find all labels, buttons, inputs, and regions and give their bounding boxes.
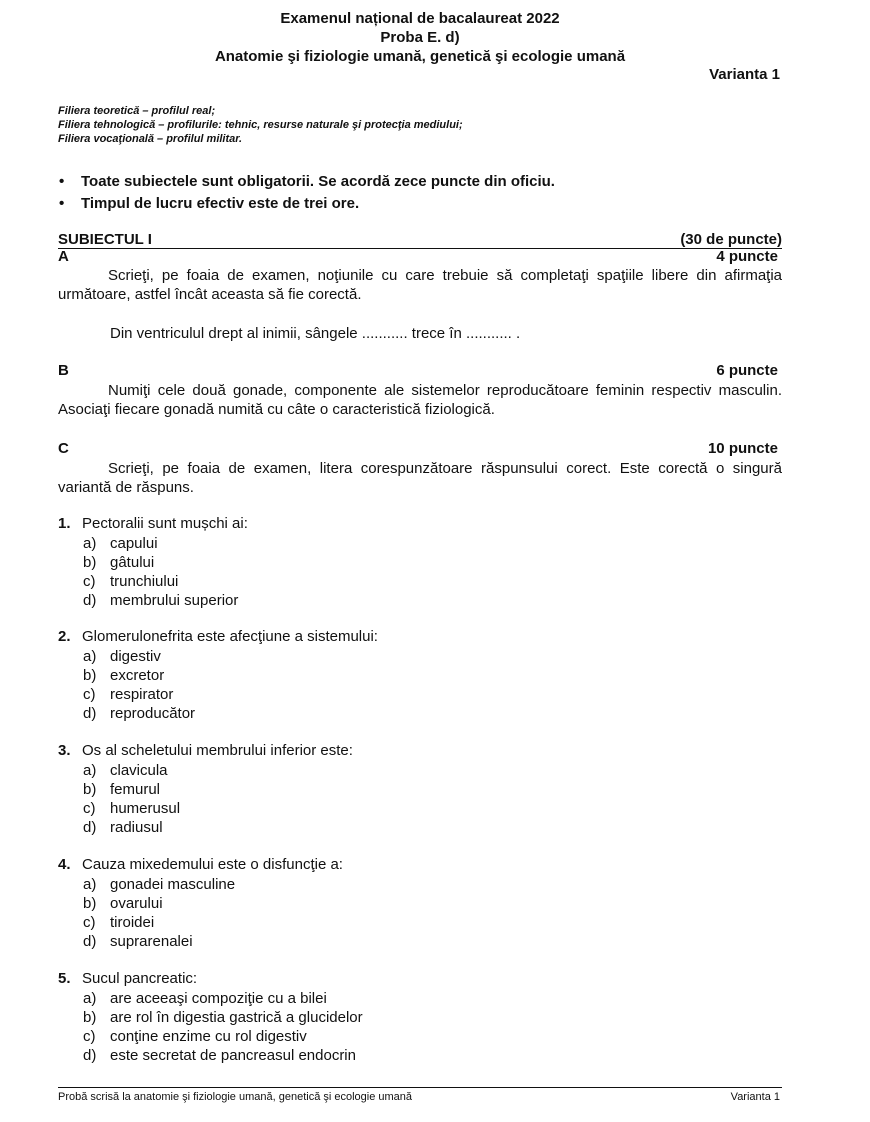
option-text: este secretat de pancreasul endocrin [110,1047,356,1064]
answer-option [58,932,343,951]
option-letter: a) [83,535,97,552]
option-letter: b) [83,781,97,798]
answer-option [58,647,378,666]
option-letter: b) [83,1009,97,1026]
subject-header [58,231,782,249]
question-stem [58,969,363,989]
part-c-letter: C [58,440,69,457]
exam-title: Examenul național de bacalaureat 2022 [280,10,560,27]
question-text: Glomerulonefrita este afecţiune a sistemului: [82,628,378,645]
exam-proba: Proba E. d) [380,29,460,46]
question-item [58,741,353,837]
option-text: clavicula [110,762,168,779]
answer-option [58,1046,363,1065]
question-item [58,514,248,610]
subject-title: SUBIECTUL I [58,231,152,248]
answer-option [58,989,363,1008]
part-a-sentence: Din ventriculul drept al inimii, sângele ........... trece în ........... . [110,325,521,342]
question-stem [58,627,378,647]
option-letter: c) [83,800,96,817]
option-text: trunchiului [110,573,179,590]
rule-text: Toate subiectele sunt obligatorii. Se acordă zece puncte din oficiu. [81,172,555,190]
question-text: Sucul pancreatic: [82,970,198,987]
option-letter: d) [83,1047,97,1064]
answer-option [58,761,353,780]
option-text: tiroidei [110,914,155,931]
question-number: 4. [58,856,71,873]
question-number: 5. [58,970,71,987]
rule-item [58,170,555,192]
filiera-line: Filiera vocaţională – profilul militar. [58,133,242,145]
exam-subject-name: Anatomie şi fiziologie umană, genetică şi ecologie umană [214,48,626,65]
answer-option [58,875,343,894]
answer-option [58,572,248,591]
answer-option [58,666,378,685]
option-letter: b) [83,554,97,571]
answer-option [58,1027,363,1046]
option-text: suprarenalei [110,933,193,950]
part-c-points: 10 puncte [707,440,778,457]
option-text: gonadei masculine [110,876,236,893]
option-text: conţine enzime cu rol digestiv [110,1028,307,1045]
option-letter: c) [83,1028,96,1045]
question-number: 1. [58,515,71,532]
answer-option [58,913,343,932]
subject-points: (30 de puncte) [680,231,782,248]
option-text: respirator [110,686,174,703]
rule-text: Timpul de lucru efectiv este de trei ore. [81,194,360,212]
rule-item [58,192,555,214]
option-text: ovarului [110,895,163,912]
answer-option [58,894,343,913]
option-text: are aceeaşi compoziţie cu a bilei [110,990,327,1007]
exam-page [58,0,782,1122]
question-text: Pectoralii sunt mușchi ai: [82,515,248,532]
filiera-line: Filiera teoretică – profilul real; [58,105,216,117]
option-letter: d) [83,819,97,836]
option-text: digestiv [110,648,161,665]
option-letter: a) [83,762,97,779]
answer-option [58,704,378,723]
option-text: capului [110,535,158,552]
answer-option [58,1008,363,1027]
option-text: humerusul [110,800,181,817]
footer-divider [58,1087,782,1088]
option-letter: c) [83,573,96,590]
question-text: Os al scheletului membrului inferior este: [82,742,353,759]
part-b-instruction: Numiţi cele două gonade, componente ale sistemelor reproducătoare feminin respectiv masculin. Asociaţi fiecare gonadă numită cu câte o caracteristică fiziologică. [58,382,782,418]
question-item [58,855,343,951]
filiere-block [58,104,463,146]
part-a-points: 4 puncte [716,248,778,265]
option-text: reproducător [110,705,196,722]
answer-option [58,534,248,553]
question-stem [58,514,248,534]
part-a-instruction: Scrieţi, pe foaia de examen, noţiunile cu care trebuie să completaţi spaţiile libere din afirmaţia următoare, astfel încât aceasta să fie corectă. [58,267,782,303]
answer-option [58,818,353,837]
question-stem [58,741,353,761]
footer-text: Probă scrisă la anatomie şi fiziologie umană, genetică şi ecologie umană [58,1091,413,1103]
option-letter: d) [83,592,97,609]
answer-option [58,553,248,572]
answer-option [58,685,378,704]
option-letter: d) [83,705,97,722]
option-letter: b) [83,667,97,684]
option-letter: b) [83,895,97,912]
question-number: 2. [58,628,71,645]
answer-option [58,799,353,818]
question-number: 3. [58,742,71,759]
exam-rules [58,170,555,214]
footer-variant: Varianta 1 [730,1091,780,1103]
option-letter: a) [83,990,97,1007]
answer-option [58,591,248,610]
question-item [58,627,378,723]
option-letter: a) [83,648,97,665]
part-c-instruction: Scrieţi, pe foaia de examen, litera corespunzătoare răspunsului corect. Este corectă o singură variantă de răspuns. [58,460,782,496]
part-a-letter: A [58,248,69,265]
option-letter: a) [83,876,97,893]
option-text: are rol în digestia gastrică a glucidelor [110,1009,363,1026]
option-text: radiusul [110,819,163,836]
option-text: femurul [110,781,161,798]
part-b-letter: B [58,362,69,379]
option-text: gâtului [110,554,155,571]
answer-option [58,780,353,799]
option-letter: c) [83,686,96,703]
option-letter: c) [83,914,96,931]
filiera-line: Filiera tehnologică – profilurile: tehnic, resurse naturale şi protecţia mediului; [58,119,463,131]
part-b-points: 6 puncte [716,362,778,379]
option-text: membrului superior [110,592,239,609]
bullet-icon: • [59,194,65,212]
question-stem [58,855,343,875]
question-item [58,969,363,1065]
option-letter: d) [83,933,97,950]
bullet-icon: • [59,172,65,190]
option-text: excretor [110,667,165,684]
question-text: Cauza mixedemului este o disfuncţie a: [82,856,343,873]
variant-label: Varianta 1 [709,66,780,83]
